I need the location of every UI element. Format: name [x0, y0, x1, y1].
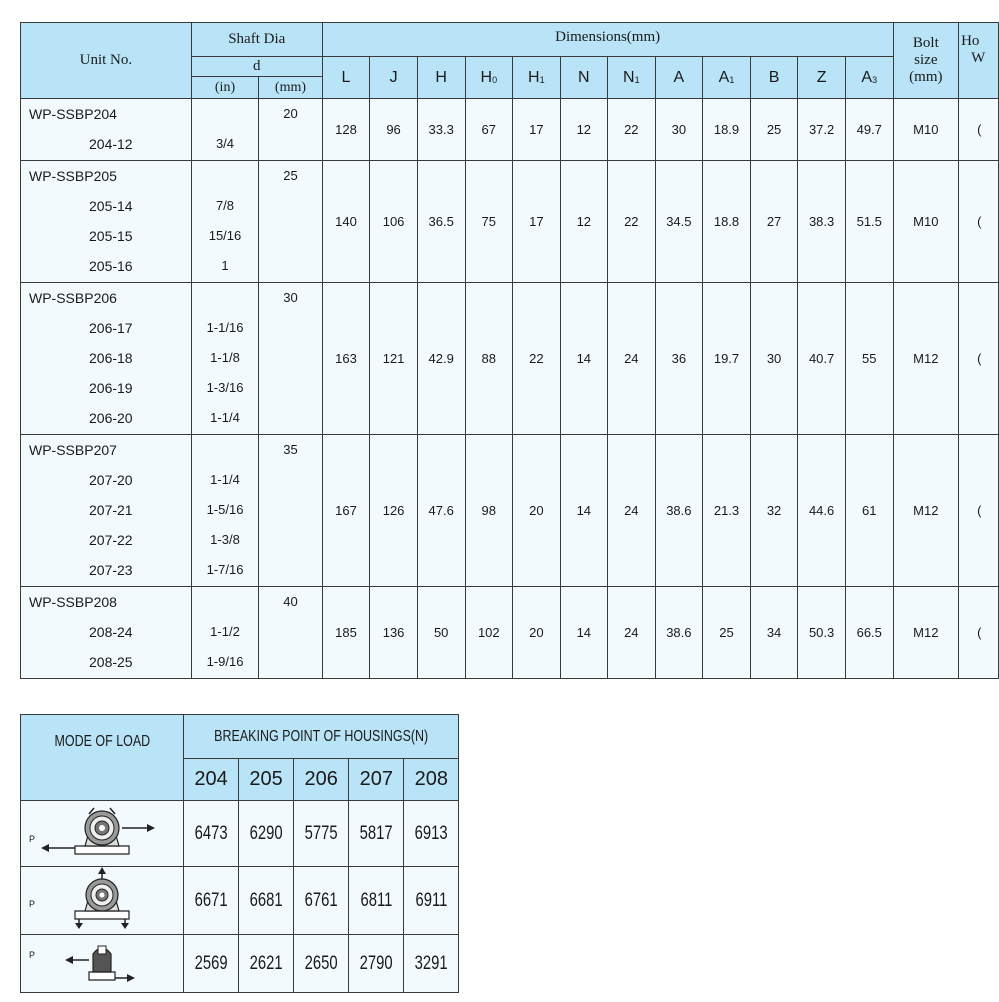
- dim-letter: H: [528, 68, 540, 86]
- breaking-point-number: 6671: [194, 889, 228, 911]
- breaking-point-number: 5817: [359, 822, 393, 844]
- shaft-in-value: 1: [221, 258, 229, 273]
- vertical-load-icon: [21, 867, 183, 934]
- dim-letter: J: [389, 68, 398, 86]
- header-dim-b: [750, 57, 797, 99]
- unit-no-cell: [21, 161, 192, 283]
- sub-unit-number: 204-12: [89, 136, 133, 152]
- shaft-in-cell: [191, 161, 258, 283]
- dim-value-h: 36.5: [417, 161, 465, 283]
- header-unit-no: Unit No.: [21, 23, 192, 99]
- dim-value-a3: 51.5: [845, 161, 893, 283]
- dim-value-a1: 25: [703, 587, 751, 679]
- dim-value-n: 12: [560, 99, 607, 161]
- shaft-mm-value: 40: [283, 594, 298, 609]
- dim-value-a3: 66.5: [845, 587, 893, 679]
- load-diagram-cell: [21, 801, 184, 867]
- load-p-label: P: [29, 899, 36, 909]
- shaft-in-cell: [191, 435, 258, 587]
- cut-column-value: (: [959, 99, 999, 161]
- dim-value-j: 126: [370, 435, 418, 587]
- shaft-mm-cell: [259, 435, 322, 587]
- dim-letter: H: [480, 68, 493, 86]
- dim-value-z: 37.2: [798, 99, 846, 161]
- dim-value-h: 42.9: [417, 283, 465, 435]
- header-dim-n: [560, 57, 607, 99]
- load-row: [21, 867, 459, 935]
- breaking-point-value: [404, 867, 459, 935]
- dim-value-n: 12: [560, 161, 607, 283]
- dim-letter: L: [341, 68, 351, 86]
- dim-value-a3: 49.7: [845, 99, 893, 161]
- cut-column-value: (: [959, 587, 999, 679]
- table-row: [21, 99, 999, 161]
- load-diagram-cell: [21, 935, 184, 993]
- dim-letter: B: [768, 68, 780, 86]
- breaking-point-number: 3291: [414, 952, 448, 974]
- dim-value-b: 32: [750, 435, 797, 587]
- breaking-point-value: [184, 801, 239, 867]
- unit-number: WP-SSBP206: [29, 290, 117, 306]
- bolt-size-value: M12: [893, 435, 958, 587]
- header-dim-l: [322, 57, 370, 99]
- dim-letter: Z: [816, 68, 827, 86]
- dim-value-z: 50.3: [798, 587, 846, 679]
- shaft-in-blank: [192, 435, 258, 465]
- housing-code-207: 207: [349, 759, 404, 801]
- dim-subscript: 1: [634, 74, 640, 85]
- header-in: (in): [191, 77, 258, 99]
- sub-unit-number: 206-20: [89, 410, 133, 426]
- unit-no-cell: [21, 435, 192, 587]
- breaking-point-value: [349, 801, 404, 867]
- dim-value-n: 14: [560, 435, 607, 587]
- sub-unit-number: 205-15: [89, 228, 133, 244]
- breaking-point-number: 6911: [415, 889, 448, 911]
- housing-code-206: 206: [294, 759, 349, 801]
- housing-code-205: 205: [239, 759, 294, 801]
- breaking-point-number: 6290: [249, 822, 283, 844]
- sub-unit-number: 205-16: [89, 258, 133, 274]
- header-dim-z: [798, 57, 846, 99]
- dim-letter: A: [861, 68, 873, 86]
- axial-load-icon: [21, 936, 183, 991]
- breaking-point-value: [294, 935, 349, 993]
- unit-number: WP-SSBP207: [29, 442, 117, 458]
- shaft-in-cell: [191, 99, 258, 161]
- dim-subscript: 1: [539, 74, 545, 85]
- dim-value-a: 36: [655, 283, 703, 435]
- shaft-mm-value: 30: [283, 290, 298, 305]
- breaking-point-number: 6681: [249, 889, 283, 911]
- cut-column-value: (: [959, 283, 999, 435]
- shaft-in-value: 1-1/16: [206, 320, 244, 335]
- sub-unit-number: 208-25: [89, 654, 133, 670]
- header-dim-h: [417, 57, 465, 99]
- breaking-point-value: [349, 935, 404, 993]
- unit-number: WP-SSBP208: [29, 594, 117, 610]
- cut-column-value: (: [959, 161, 999, 283]
- shaft-in-value: 1-7/16: [206, 562, 244, 577]
- dim-subscript: 3: [872, 74, 878, 85]
- shaft-in-cell: [191, 283, 258, 435]
- dim-value-j: 96: [370, 99, 418, 161]
- dim-value-b: 27: [750, 161, 797, 283]
- shaft-in-value: 1-1/8: [210, 350, 240, 365]
- dim-letter: N: [578, 68, 590, 86]
- bolt-size-value: M10: [893, 99, 958, 161]
- breaking-point-number: 2621: [249, 952, 283, 974]
- shaft-in-blank: [192, 99, 258, 129]
- dim-value-b: 25: [750, 99, 797, 161]
- sub-unit-number: 205-14: [89, 198, 133, 214]
- dim-value-h0: 67: [465, 99, 513, 161]
- dim-value-h0: 88: [465, 283, 513, 435]
- table-row: [21, 161, 999, 283]
- housing-code-208: 208: [404, 759, 459, 801]
- dim-value-l: 128: [322, 99, 370, 161]
- header-shaft-dia: Shaft Dia: [191, 23, 322, 57]
- mode-of-load-header: MODE OF LOAD: [21, 715, 184, 801]
- dim-value-h1: 20: [513, 587, 561, 679]
- header-d: d: [191, 57, 322, 77]
- shaft-in-value: 1-9/16: [206, 654, 244, 669]
- breaking-point-header: BREAKING POINT OF HOUSINGS(N): [184, 715, 459, 759]
- dim-value-a: 30: [655, 99, 703, 161]
- dim-value-a1: 21.3: [703, 435, 751, 587]
- breaking-point-number: 2650: [304, 952, 338, 974]
- dim-value-a1: 18.9: [703, 99, 751, 161]
- breaking-point-value: [239, 801, 294, 867]
- breaking-point-value: [184, 935, 239, 993]
- breaking-point-value: [404, 801, 459, 867]
- dim-value-n1: 22: [608, 99, 656, 161]
- unit-no-cell: [21, 283, 192, 435]
- dim-value-a: 34.5: [655, 161, 703, 283]
- table-row: [21, 587, 999, 679]
- dim-value-h0: 75: [465, 161, 513, 283]
- breaking-point-value: [294, 867, 349, 935]
- dim-value-h: 33.3: [417, 99, 465, 161]
- header-dimensions: Dimensions(mm): [322, 23, 893, 57]
- breaking-point-value: [404, 935, 459, 993]
- dimensions-table: [20, 22, 999, 679]
- header-dim-a: [655, 57, 703, 99]
- unit-number: WP-SSBP205: [29, 168, 117, 184]
- breaking-point-value: [349, 867, 404, 935]
- dim-value-j: 136: [370, 587, 418, 679]
- shaft-in-blank: [192, 161, 258, 191]
- dim-value-h0: 102: [465, 587, 513, 679]
- sub-unit-number: 206-18: [89, 350, 133, 366]
- shaft-in-value: 15/16: [208, 228, 242, 243]
- header-dim-h1: [513, 57, 561, 99]
- unit-number: WP-SSBP204: [29, 106, 117, 122]
- header-dim-a3: [845, 57, 893, 99]
- breaking-point-value: [294, 801, 349, 867]
- shaft-in-value: 1-1/2: [210, 624, 240, 639]
- dim-value-b: 30: [750, 283, 797, 435]
- breaking-point-number: 2569: [194, 952, 228, 974]
- dim-value-n1: 24: [608, 587, 656, 679]
- header-mm: (mm): [259, 77, 322, 99]
- header-dim-a1: [703, 57, 751, 99]
- header-cut-column: Ho W: [959, 23, 999, 99]
- shaft-in-value: 3/4: [215, 136, 235, 151]
- shaft-in-value: 1-1/4: [210, 472, 240, 487]
- shaft-mm-cell: [259, 161, 322, 283]
- shaft-mm-cell: [259, 283, 322, 435]
- dim-value-h1: 17: [513, 99, 561, 161]
- shaft-in-blank: [192, 283, 258, 313]
- shaft-mm-value: 25: [283, 168, 298, 183]
- housing-code-204: 204: [184, 759, 239, 801]
- shaft-in-value: 1-1/4: [210, 410, 240, 425]
- dim-value-l: 167: [322, 435, 370, 587]
- dim-value-h1: 17: [513, 161, 561, 283]
- sub-unit-number: 207-21: [89, 502, 133, 518]
- dim-value-n: 14: [560, 587, 607, 679]
- dim-value-h: 50: [417, 587, 465, 679]
- shaft-in-value: 7/8: [215, 198, 235, 213]
- load-p-label: P: [29, 950, 36, 960]
- dim-value-a3: 61: [845, 435, 893, 587]
- header-dim-n1: [608, 57, 656, 99]
- shaft-mm-value: 20: [283, 106, 298, 121]
- dim-value-n: 14: [560, 283, 607, 435]
- dim-value-j: 121: [370, 283, 418, 435]
- table-row: [21, 283, 999, 435]
- shaft-mm-cell: [259, 587, 322, 679]
- dim-value-a: 38.6: [655, 435, 703, 587]
- dim-value-z: 38.3: [798, 161, 846, 283]
- dim-value-a: 38.6: [655, 587, 703, 679]
- shaft-in-blank: [192, 587, 258, 617]
- sub-unit-number: 208-24: [89, 624, 133, 640]
- breaking-point-value: [239, 867, 294, 935]
- dim-value-a1: 19.7: [703, 283, 751, 435]
- dim-value-z: 40.7: [798, 283, 846, 435]
- header-dim-h0: [465, 57, 513, 99]
- shaft-in-value: 1-3/8: [210, 532, 240, 547]
- breaking-point-number: 6761: [304, 889, 338, 911]
- dim-value-a3: 55: [845, 283, 893, 435]
- dim-subscript: 1: [729, 74, 735, 85]
- shaft-in-value: 1-5/16: [206, 502, 244, 517]
- breaking-point-number: 6811: [360, 889, 393, 911]
- breaking-point-number: 6473: [194, 822, 228, 844]
- header-bolt-size: Bolt size (mm): [893, 23, 958, 99]
- bolt-size-value: M10: [893, 161, 958, 283]
- shaft-in-cell: [191, 587, 258, 679]
- dim-value-h0: 98: [465, 435, 513, 587]
- sub-unit-number: 207-23: [89, 562, 133, 578]
- dim-value-n1: 22: [608, 161, 656, 283]
- dim-value-n1: 24: [608, 435, 656, 587]
- breaking-point-number: 6913: [414, 822, 448, 844]
- load-row: [21, 935, 459, 993]
- dim-value-b: 34: [750, 587, 797, 679]
- dim-value-j: 106: [370, 161, 418, 283]
- bolt-size-value: M12: [893, 283, 958, 435]
- shaft-mm-value: 35: [283, 442, 298, 457]
- dim-letter: H: [435, 68, 447, 86]
- load-row: [21, 801, 459, 867]
- dim-value-h1: 20: [513, 435, 561, 587]
- breaking-point-table: [20, 714, 459, 993]
- bolt-size-value: M12: [893, 587, 958, 679]
- breaking-point-value: [239, 935, 294, 993]
- dim-letter: N: [623, 68, 635, 86]
- dim-subscript: 0: [492, 74, 498, 85]
- table-row: [21, 435, 999, 587]
- unit-no-cell: [21, 587, 192, 679]
- dim-letter: A: [673, 68, 685, 86]
- sub-unit-number: 206-19: [89, 380, 133, 396]
- shaft-mm-cell: [259, 99, 322, 161]
- dim-letter: A: [718, 68, 730, 86]
- sub-unit-number: 206-17: [89, 320, 133, 336]
- cut-column-value: (: [959, 435, 999, 587]
- dim-value-l: 185: [322, 587, 370, 679]
- dim-value-l: 140: [322, 161, 370, 283]
- header-dim-j: [370, 57, 418, 99]
- dim-value-a1: 18.8: [703, 161, 751, 283]
- load-p-label: P: [29, 834, 36, 844]
- breaking-point-number: 2790: [359, 952, 393, 974]
- dim-value-z: 44.6: [798, 435, 846, 587]
- unit-no-cell: [21, 99, 192, 161]
- dim-value-h: 47.6: [417, 435, 465, 587]
- dim-value-n1: 24: [608, 283, 656, 435]
- dim-value-h1: 22: [513, 283, 561, 435]
- horizontal-pull-load-icon: [21, 802, 183, 865]
- load-diagram-cell: [21, 867, 184, 935]
- dim-value-l: 163: [322, 283, 370, 435]
- sub-unit-number: 207-22: [89, 532, 133, 548]
- sub-unit-number: 207-20: [89, 472, 133, 488]
- breaking-point-number: 5775: [304, 822, 338, 844]
- breaking-point-value: [184, 867, 239, 935]
- shaft-in-value: 1-3/16: [206, 380, 244, 395]
